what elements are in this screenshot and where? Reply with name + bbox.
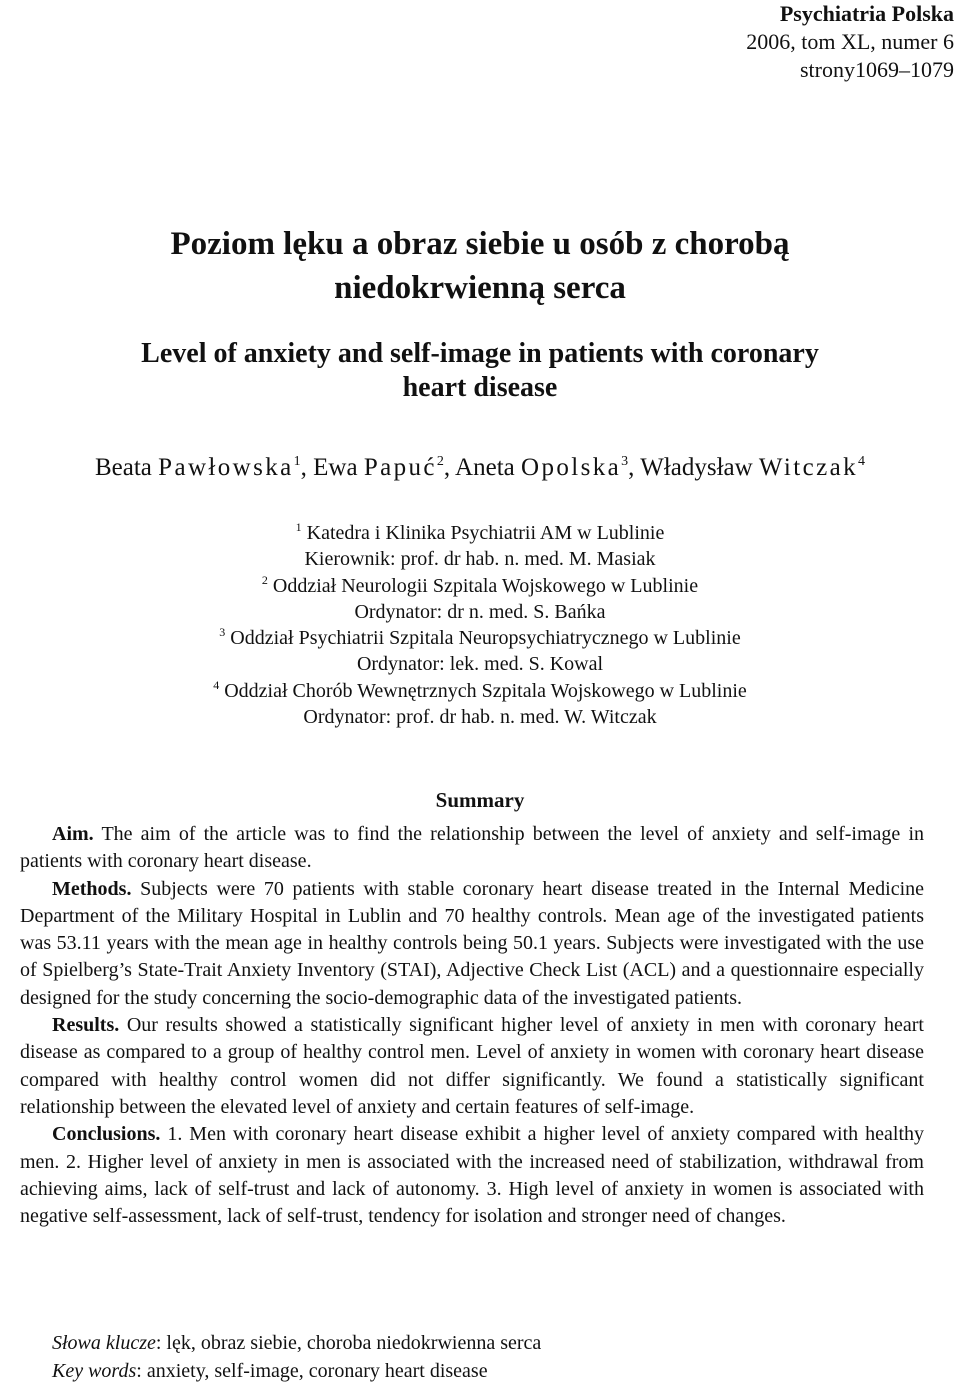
affiliation-unit-text: Katedra i Klinika Psychiatrii AM w Lublinie xyxy=(306,522,665,544)
conclusions-label: Conclusions. xyxy=(52,1123,161,1146)
methods-label: Methods. xyxy=(52,877,132,900)
title-polish-line: niedokrwienną serca xyxy=(334,270,626,306)
keywords-english-label: Key words xyxy=(52,1360,137,1382)
keywords-english xyxy=(52,1357,541,1385)
affiliation-unit xyxy=(0,573,960,599)
author xyxy=(640,454,865,481)
affiliation-head: Kierownik: prof. dr hab. n. med. M. Masiak xyxy=(304,548,656,571)
author-last-name: Witczak xyxy=(758,454,858,481)
aim-paragraph xyxy=(20,821,924,876)
keywords-polish xyxy=(52,1329,541,1357)
aim-text: The aim of the article was to find the relationship between the level of anxiety and self-image in patients with coronary heart disease. xyxy=(20,823,924,873)
journal-issue: 2006, tom XL, numer 6 xyxy=(746,29,954,54)
title-english xyxy=(0,337,960,405)
author-last-name: Papuć xyxy=(363,454,437,481)
affiliation-head: Ordynator: lek. med. S. Kowal xyxy=(356,653,604,676)
affiliation-unit-text: Oddział Neurologii Szpitala Wojskowego w Lublinie xyxy=(272,574,699,597)
author-last-name: Opolska xyxy=(521,454,622,481)
journal-name: Psychiatria Polska xyxy=(779,1,954,26)
author-first-name: Beata xyxy=(94,454,152,481)
title-polish-line: Poziom lęku a obraz siebie u osób z chorobą xyxy=(170,226,790,262)
author-separator: , xyxy=(300,454,314,481)
affiliations xyxy=(0,520,960,730)
author-affiliation-mark: 3 xyxy=(621,454,629,469)
journal-pages: strony1069–1079 xyxy=(800,57,954,82)
affiliation-unit xyxy=(0,678,960,704)
author-first-name: Władysław xyxy=(640,454,753,481)
conclusions-paragraph xyxy=(20,1121,924,1230)
author-separator: , xyxy=(628,454,641,481)
keywords-english-text: : anxiety, self-image, coronary heart disease xyxy=(136,1360,488,1382)
author-first-name: Aneta xyxy=(455,454,515,481)
methods-paragraph xyxy=(20,876,924,1012)
results-text: Our results showed a statistically significant higher level of anxiety in men with coronary heart disease as compared to a group of healthy control men. Level of anxiety in women with coronary heart disease compared with healthy control women did not differ significantly. We found a statistically significant relationship between the elevated level of anxiety and certain features of self-image. xyxy=(20,1014,924,1118)
abstract-body xyxy=(20,821,924,1230)
author xyxy=(455,454,640,481)
keywords-polish-text: : lęk, obraz siebie, choroba niedokrwienna serca xyxy=(155,1332,542,1354)
affiliation-unit xyxy=(0,625,960,651)
title-english-line: heart disease xyxy=(402,372,558,403)
keywords-block xyxy=(52,1329,541,1385)
author-affiliation-mark: 2 xyxy=(436,454,444,469)
methods-text: Subjects were 70 patients with stable coronary heart disease treated in the Internal Medicine Department of the Military Hospital in Lublin and 70 healthy controls. Mean age of the investigated patients was 53.11 years with the mean age in healthy controls being 50.1 years. Subjects were investigated with the use of Spielberg’s State-Trait Anxiety Inventory (STAI), Adjective Check List (ACL) and a questionnaire especially designed for the study concerning the socio-demographic data of the investigated patients. xyxy=(20,877,924,1009)
affiliation-unit xyxy=(0,520,960,546)
affiliation-unit-text: Oddział Chorób Wewnętrznych Szpitala Wojskowego w Lublinie xyxy=(224,679,747,702)
affiliation-number: 1 xyxy=(295,520,302,534)
keywords-polish-label: Słowa klucze xyxy=(52,1332,156,1354)
affiliation-head: Ordynator: prof. dr hab. n. med. W. Witczak xyxy=(303,706,657,729)
author-affiliation-mark: 1 xyxy=(293,454,301,469)
author xyxy=(313,454,455,481)
aim-label: Aim. xyxy=(52,823,94,845)
author-last-name: Pawłowska xyxy=(158,454,294,481)
results-label: Results. xyxy=(52,1014,120,1037)
author xyxy=(95,454,313,481)
affiliation-number: 2 xyxy=(261,572,268,587)
summary-heading: Summary xyxy=(435,788,525,812)
title-polish xyxy=(0,222,960,310)
title-english-line: Level of anxiety and self-image in patients with coronary xyxy=(141,338,819,369)
affiliation-number: 4 xyxy=(213,677,220,692)
author-separator: , xyxy=(443,454,456,481)
author-affiliation-mark: 4 xyxy=(858,454,865,469)
affiliation-unit-text: Oddział Psychiatrii Szpitala Neuropsychiatrycznego w Lublinie xyxy=(230,627,741,650)
affiliation-head: Ordynator: dr n. med. S. Bańka xyxy=(354,600,606,623)
conclusions-text: 1. Men with coronary heart disease exhibit a higher level of anxiety compared with healthy men. 2. Higher level of anxiety in men is associated with the increased need of stabilization, withdrawal from achieving aims, lack of self-trust and lack of autonomy. 3. High level of anxiety in women is associated with negative self-assessment, lack of self-trust, tendency for isolation and stronger need of changes. xyxy=(20,1123,924,1228)
affiliation-number: 3 xyxy=(219,625,226,640)
author-list xyxy=(0,452,960,484)
results-paragraph xyxy=(20,1012,924,1121)
author-first-name: Ewa xyxy=(313,454,358,481)
journal-header xyxy=(746,0,954,84)
